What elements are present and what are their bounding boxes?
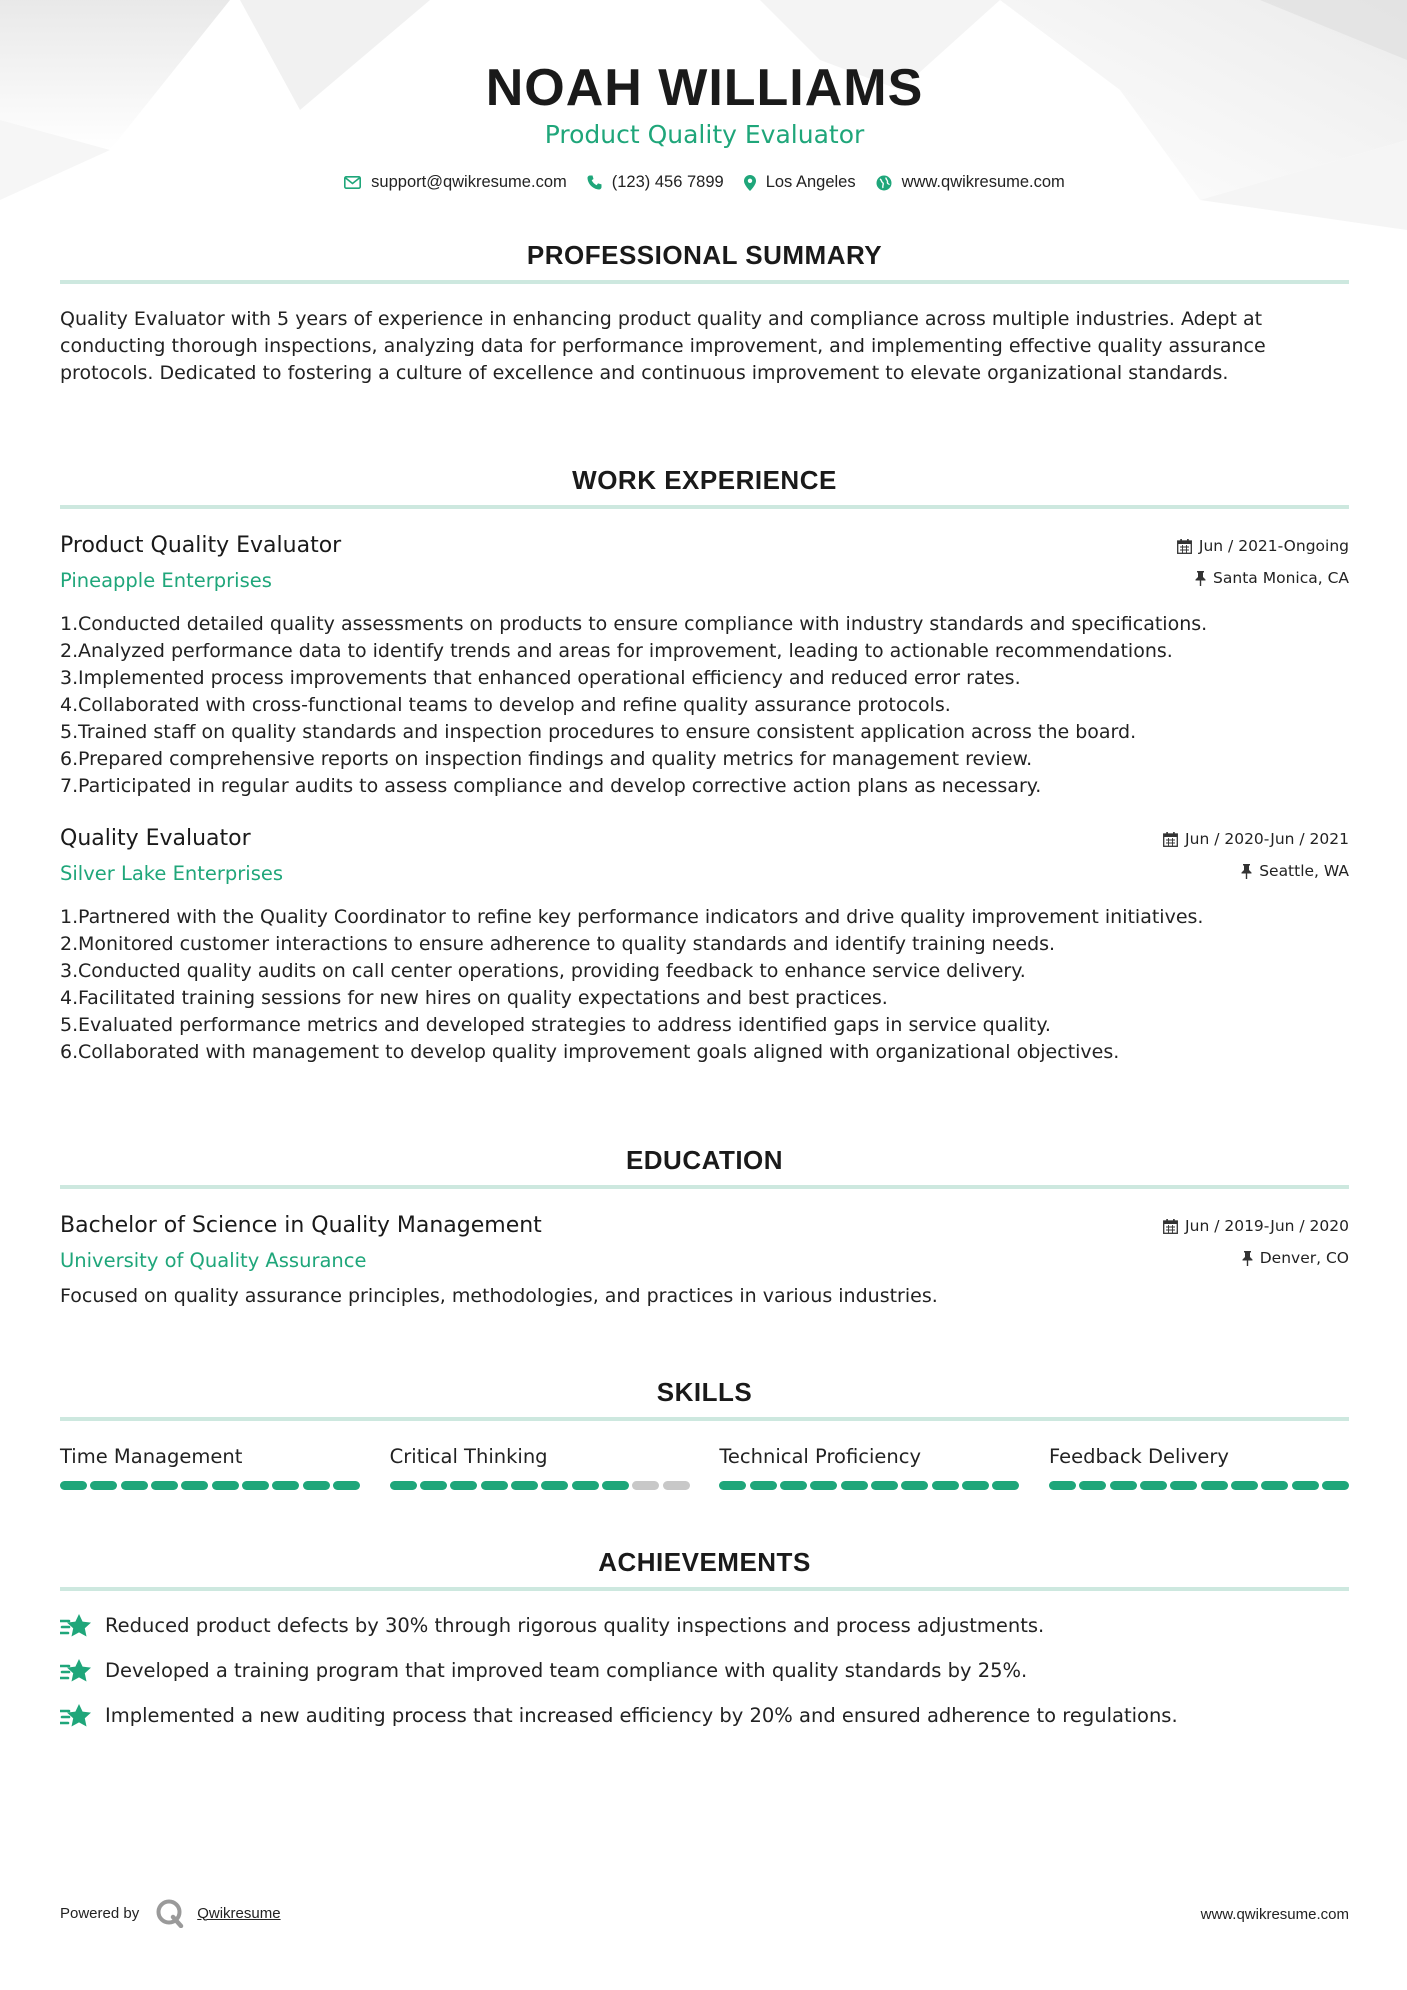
skill-segment-filled <box>1201 1481 1228 1490</box>
skill-segment-filled <box>992 1481 1019 1490</box>
job-dates <box>1177 537 1349 555</box>
phone-icon <box>587 175 602 190</box>
job-bullets <box>60 611 1349 800</box>
skill-level-bar <box>1049 1481 1349 1490</box>
skill-segment-filled <box>780 1481 807 1490</box>
summary-divider <box>60 280 1349 284</box>
skill-segment-filled <box>901 1481 928 1490</box>
education-heading: EDUCATION <box>625 1145 784 1175</box>
job-dates <box>1163 830 1349 848</box>
skill-segment-filled <box>572 1481 599 1490</box>
job-location <box>1195 569 1349 587</box>
skill-segment-filled <box>1140 1481 1167 1490</box>
skill-segment-filled <box>719 1481 746 1490</box>
star-badge-icon <box>60 1703 92 1729</box>
star-badge-icon <box>60 1613 92 1639</box>
skill-segment-filled <box>841 1481 868 1490</box>
globe-icon <box>876 175 892 191</box>
job-location <box>1241 862 1349 880</box>
skills-divider <box>60 1417 1349 1421</box>
map-marker-icon <box>744 175 756 191</box>
contact-location <box>744 173 856 192</box>
experience-divider <box>60 505 1349 509</box>
contact-phone-text: (123) 456 7899 <box>611 173 724 191</box>
achievement-text: Developed a training program that improved team compliance with quality standards by 25%. <box>105 1659 1028 1682</box>
list-item: 4. Facilitated training sessions for new hires on quality expectations and best practices. <box>60 987 888 1009</box>
skill-item <box>1049 1445 1349 1490</box>
summary-heading: PROFESSIONAL SUMMARY <box>526 240 883 270</box>
skill-name: Feedback Delivery <box>1048 1445 1229 1468</box>
job-location-text: Santa Monica, CA <box>1213 569 1349 587</box>
skills-list <box>60 1445 1349 1490</box>
skill-segment-filled <box>541 1481 568 1490</box>
education-divider <box>60 1185 1349 1189</box>
contact-bar <box>60 173 1349 192</box>
skill-segment-filled <box>303 1481 330 1490</box>
skill-segment-filled <box>481 1481 508 1490</box>
skill-name: Time Management <box>60 1445 243 1468</box>
candidate-title: Product Quality Evaluator <box>544 120 865 149</box>
achievement-text: Implemented a new auditing process that increased efficiency by 20% and ensured adherence to regulations. <box>105 1704 1178 1727</box>
job-location-text: Seattle, WA <box>1259 862 1349 880</box>
job-role: Quality Evaluator <box>60 826 251 851</box>
education-dates-text: Jun / 2019-Jun / 2020 <box>1185 1217 1349 1235</box>
skill-segment-empty <box>663 1481 690 1490</box>
skill-level-bar <box>60 1481 360 1490</box>
skill-segment-filled <box>242 1481 269 1490</box>
experience-section <box>60 463 1349 1066</box>
summary-text: Quality Evaluator with 5 years of experience in enhancing product quality and compliance across multiple industries. Adept at conducting thorough inspections, analyzing data for performance improvement, and implementing effective quality assurance protocols. Dedicated to fostering a culture of excellence and continuous improvement to elevate organizational standards. <box>60 308 1266 384</box>
envelope-icon <box>344 176 361 189</box>
job-entry <box>60 826 1349 1066</box>
job-bullets <box>60 904 1349 1066</box>
skill-segment-filled <box>750 1481 777 1490</box>
skill-segment-filled <box>871 1481 898 1490</box>
contact-location-text: Los Angeles <box>765 173 856 191</box>
qwikresume-logo-icon <box>155 1898 185 1928</box>
achievements-list <box>60 1603 1349 1738</box>
star-badge-icon <box>60 1658 92 1684</box>
pushpin-icon <box>1241 864 1252 879</box>
powered-by-label: Powered by <box>60 1904 140 1922</box>
list-item: 2. Analyzed performance data to identify trends and areas for improvement, leading to actionable recommendations. <box>60 640 1173 662</box>
skill-segment-filled <box>962 1481 989 1490</box>
list-item <box>60 1693 1349 1738</box>
contact-website-text: www.qwikresume.com <box>901 173 1065 191</box>
skill-segment-filled <box>602 1481 629 1490</box>
skill-segment-filled <box>212 1481 239 1490</box>
calendar-icon <box>1177 539 1192 554</box>
skill-segment-filled <box>1170 1481 1197 1490</box>
contact-email-text: support@qwikresume.com <box>371 173 567 191</box>
skills-section <box>60 1375 1349 1490</box>
education-degree: Bachelor of Science in Quality Management <box>60 1213 542 1238</box>
footer-website-link[interactable]: www.qwikresume.com <box>1200 1906 1349 1923</box>
achievements-heading: ACHIEVEMENTS <box>598 1547 811 1577</box>
contact-phone[interactable] <box>587 173 724 192</box>
skill-level-bar <box>719 1481 1019 1490</box>
qwikresume-link[interactable]: Qwikresume <box>197 1904 281 1922</box>
skill-item <box>719 1445 1019 1490</box>
contact-website[interactable] <box>876 173 1065 192</box>
education-section <box>60 1143 1349 1310</box>
calendar-icon <box>1163 832 1178 847</box>
experience-heading: WORK EXPERIENCE <box>572 465 837 495</box>
skill-segment-filled <box>60 1481 87 1490</box>
skill-segment-filled <box>272 1481 299 1490</box>
education-dates <box>1163 1217 1349 1235</box>
list-item: 3. Conducted quality audits on call center operations, providing feedback to enhance service delivery. <box>60 960 1026 982</box>
skill-segment-filled <box>1231 1481 1258 1490</box>
skill-segment-filled <box>121 1481 148 1490</box>
skill-segment-filled <box>1049 1481 1076 1490</box>
list-item: 6. Prepared comprehensive reports on inspection findings and quality metrics for management review. <box>60 748 1033 770</box>
job-company: Silver Lake Enterprises <box>60 862 284 885</box>
list-item: 6. Collaborated with management to develop quality improvement goals aligned with organizational objectives. <box>60 1041 1120 1063</box>
list-item: 2. Monitored customer interactions to ensure adherence to quality standards and identify training needs. <box>60 933 1056 955</box>
list-item: 5. Trained staff on quality standards and inspection procedures to ensure consistent application across the board. <box>60 721 1137 743</box>
achievements-divider <box>60 1587 1349 1591</box>
contact-email[interactable] <box>344 173 567 192</box>
skill-segment-filled <box>1292 1481 1319 1490</box>
list-item <box>60 1648 1349 1693</box>
skill-level-bar <box>390 1481 690 1490</box>
skills-heading: SKILLS <box>656 1377 753 1407</box>
candidate-name: NOAH WILLIAMS <box>485 59 924 117</box>
skill-segment-filled <box>1079 1481 1106 1490</box>
list-item: 1. Conducted detailed quality assessments on products to ensure compliance with industry standards and specifications. <box>60 613 1208 635</box>
list-item: 3. Implemented process improvements that enhanced operational efficiency and reduced error rates. <box>60 667 1021 689</box>
skill-segment-filled <box>450 1481 477 1490</box>
list-item: 5. Evaluated performance metrics and developed strategies to address identified gaps in service quality. <box>60 1014 1051 1036</box>
skill-segment-filled <box>151 1481 178 1490</box>
education-entry <box>60 1213 1349 1310</box>
skill-segment-filled <box>1322 1481 1349 1490</box>
list-item: 7. Participated in regular audits to assess compliance and develop corrective action plans as necessary. <box>60 775 1042 797</box>
skill-segment-filled <box>390 1481 417 1490</box>
pushpin-icon <box>1195 571 1206 586</box>
skill-segment-filled <box>1261 1481 1288 1490</box>
job-dates-text: Jun / 2020-Jun / 2021 <box>1185 830 1349 848</box>
education-school: University of Quality Assurance <box>60 1249 367 1272</box>
skill-segment-filled <box>511 1481 538 1490</box>
skill-segment-empty <box>632 1481 659 1490</box>
list-item: 1. Partnered with the Quality Coordinator to refine key performance indicators and drive quality improvement initiatives. <box>60 906 1204 928</box>
job-company: Pineapple Enterprises <box>60 569 272 592</box>
pushpin-icon <box>1242 1251 1253 1266</box>
skill-segment-filled <box>90 1481 117 1490</box>
achievement-text: Reduced product defects by 30% through rigorous quality inspections and process adjustments. <box>105 1614 1045 1637</box>
calendar-icon <box>1163 1219 1178 1234</box>
skill-segment-filled <box>420 1481 447 1490</box>
education-location <box>1242 1249 1349 1267</box>
footer-powered-by <box>60 1898 281 1928</box>
education-description: Focused on quality assurance principles, methodologies, and practices in various industries. <box>60 1285 938 1307</box>
skill-segment-filled <box>333 1481 360 1490</box>
summary-section <box>60 238 1349 387</box>
job-entry <box>60 533 1349 800</box>
achievements-section <box>60 1545 1349 1738</box>
job-role: Product Quality Evaluator <box>60 533 342 558</box>
skill-segment-filled <box>181 1481 208 1490</box>
skill-name: Technical Proficiency <box>719 1445 922 1468</box>
skill-name: Critical Thinking <box>389 1445 548 1468</box>
skill-segment-filled <box>1110 1481 1137 1490</box>
skill-item <box>60 1445 360 1490</box>
skill-segment-filled <box>810 1481 837 1490</box>
list-item: 4. Collaborated with cross-functional teams to develop and refine quality assurance protocols. <box>60 694 951 716</box>
skill-segment-filled <box>932 1481 959 1490</box>
job-dates-text: Jun / 2021-Ongoing <box>1198 537 1349 555</box>
list-item <box>60 1603 1349 1648</box>
education-location-text: Denver, CO <box>1259 1249 1349 1267</box>
skill-item <box>390 1445 690 1490</box>
